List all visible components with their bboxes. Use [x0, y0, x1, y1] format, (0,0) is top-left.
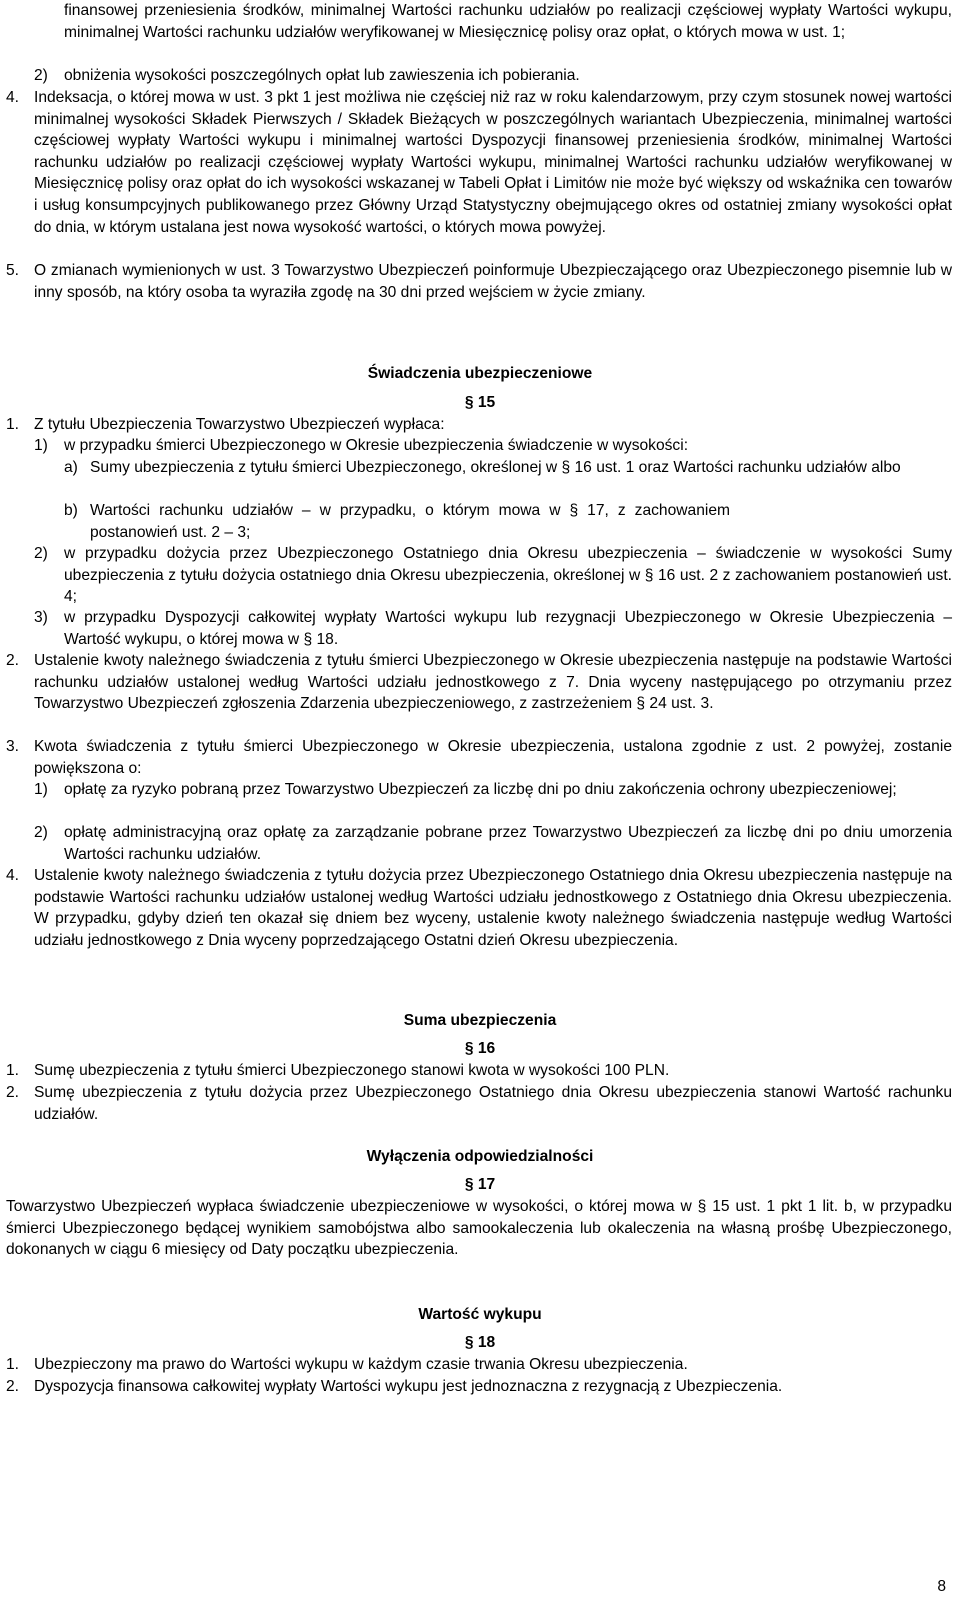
paragraph-2 [6, 1082, 952, 1125]
paragraph-number: 3. [6, 738, 20, 755]
list-text: Wartości rachunku udziałów – w przypadku, o którym mowa w § 17, z zachowaniem postanowień ust. 2 – 3; [90, 502, 730, 541]
list-number: 2) [34, 824, 48, 841]
paragraph-1 [6, 1060, 952, 1082]
list-number: 2) [34, 67, 48, 84]
sub-list-item [64, 500, 952, 543]
list-text: w przypadku Dyspozycji całkowitej wypłaty Wartości wykupu lub rezygnacji Ubezpieczonego w Okresie Ubezpieczenia – Wartość wykupu, o której mowa w § 18. [64, 609, 952, 648]
list-item [34, 822, 952, 865]
list-number: 1) [34, 781, 48, 798]
paragraph-text: Ustalenie kwoty należnego świadczenia z tytułu dożycia przez Ubezpieczonego Ostatniego dnia Okresu ubezpieczenia następuje na podstawie Wartości rachunku udziałów ustalonej według Wartości udziału jednostkowego z Ostatniego dnia Okresu ubezpieczenia. W przypadku, gdyby dzień ten okazał się dniem bez wyceny, ustalenie kwoty należnego świadczenia następuje według Wartości udziału jednostkowego z Dnia wyceny poprzedzającego Ostatni dzień Okresu ubezpieczenia. [34, 867, 952, 949]
list-letter: a) [64, 459, 78, 476]
paragraph-2 [6, 650, 952, 715]
paragraph-text: Sumę ubezpieczenia z tytułu dożycia przez Ubezpieczonego Ostatniego dnia Okresu ubezpieczenia stanowi Wartość rachunku udziałów. [34, 1084, 952, 1123]
list-text: opłatę administracyjną oraz opłatę za zarządzanie pobrane przez Towarzystwo Ubezpieczeń za liczbę dni po dniu umorzenia Wartości rachunku udziałów. [64, 824, 952, 863]
list-text: w przypadku dożycia przez Ubezpieczonego Ostatniego dnia Okresu ubezpieczenia – świadczenie w wysokości Sumy ubezpieczenia z tytułu dożycia ostatniego dnia Okresu ubezpieczenia, określonej w § 16 ust. 2 z zachowaniem postanowień ust. 4; [64, 545, 952, 606]
section-number: § 16 [464, 1040, 496, 1057]
continuation-paragraph: finansowej przeniesienia środków, minimalnej Wartości rachunku udziałów po realizacji częściowej wypłaty Wartości wykupu, minimalnej Wartości rachunku udziałów weryfikowanej w Miesięcznicę polisy oraz opłat, o których mowa w ust. 1; [64, 2, 952, 41]
list-item [34, 65, 952, 87]
paragraph-number: 1. [6, 1356, 20, 1373]
section-number: § 17 [464, 1176, 496, 1193]
paragraph-1 [6, 414, 952, 436]
paragraph-number: 2. [6, 652, 20, 669]
paragraph-number: 5. [6, 262, 20, 279]
section-heading: Wartość wykupu [418, 1306, 542, 1323]
paragraph-text: Indeksacja, o której mowa w ust. 3 pkt 1 jest możliwa nie częściej niż raz w roku kalendarzowym, przy czym stosunek nowej wartości minimalnej wysokości Składek Pierwszych / Składek Bieżących w poszczególnych wariantach Ubezpieczenia, minimalnej wartości częściowej wypłaty Wartości wykupu i minimalnej wartości Dyspozycji finansowej przeniesienia środków, minimalnej Wartości rachunku udziałów po realizacji częściowej wypłaty Wartości wykupu, minimalnej Wartości rachunku udziałów weryfikowanej w Miesięcznicę polisy oraz opłat do ich wysokości wskazanej w Tabeli Opłat i Limitów nie może być większy od wskaźnika cen towarów i usług konsumpcyjnych publikowanego przez Główny Urząd Statystyczny obejmującego okres od ostatniej zmiany wysokości opłat do dnia, w którym ustalana jest nowa wysokość wartości, o których mowa powyżej. [34, 89, 952, 236]
list-text: obniżenia wysokości poszczególnych opłat lub zawieszenia ich pobierania. [64, 67, 580, 84]
paragraph-number: 4. [6, 89, 20, 106]
list-number: 1) [34, 437, 48, 454]
paragraph-5 [6, 260, 952, 303]
paragraph-number: 2. [6, 1378, 20, 1395]
paragraph-2 [6, 1376, 952, 1398]
list-item [34, 543, 952, 608]
section-heading: Wyłączenia odpowiedzialności [366, 1148, 594, 1165]
list-number: 3) [34, 609, 48, 626]
paragraph-number: 4. [6, 867, 20, 884]
paragraph-number: 1. [6, 1062, 20, 1079]
page-number: 8 [937, 1578, 946, 1595]
paragraph-text: Ubezpieczony ma prawo do Wartości wykupu w każdym czasie trwania Okresu ubezpieczenia. [34, 1356, 688, 1373]
list-item [34, 607, 952, 650]
paragraph-1 [6, 1354, 952, 1376]
paragraph-3 [6, 736, 952, 779]
list-item [34, 435, 952, 457]
list-item [34, 779, 952, 801]
paragraph-text: Z tytułu Ubezpieczenia Towarzystwo Ubezpieczeń wypłaca: [34, 416, 445, 433]
list-text: opłatę za ryzyko pobraną przez Towarzystwo Ubezpieczeń za liczbę dni po dniu zakończenia ochrony ubezpieczeniowej; [64, 781, 897, 798]
section-number: § 18 [464, 1334, 496, 1351]
paragraph-number: 2. [6, 1084, 20, 1101]
section-heading: Suma ubezpieczenia [403, 1012, 557, 1029]
paragraph-4 [6, 865, 952, 951]
sub-list-item [64, 457, 952, 479]
list-letter: b) [64, 502, 78, 519]
paragraph-number: 1. [6, 416, 20, 433]
list-number: 2) [34, 545, 48, 562]
list-text: Sumy ubezpieczenia z tytułu śmierci Ubezpieczonego, określonej w § 16 ust. 1 oraz Wartości rachunku udziałów albo [90, 459, 901, 476]
paragraph-text: Sumę ubezpieczenia z tytułu śmierci Ubezpieczonego stanowi kwota w wysokości 100 PLN. [34, 1062, 670, 1079]
paragraph-text: Ustalenie kwoty należnego świadczenia z tytułu śmierci Ubezpieczonego w Okresie ubezpieczenia następuje na podstawie Wartości rachunku udziałów ustalonej według Wartości udziału jednostkowego z 7. Dnia wyceny następującego po otrzymaniu przez Towarzystwo Ubezpieczeń zgłoszenia Zdarzenia ubezpieczeniowego, z zastrzeżeniem § 24 ust. 3. [34, 652, 952, 713]
section-number: § 15 [464, 394, 496, 411]
paragraph-text: O zmianach wymienionych w ust. 3 Towarzystwo Ubezpieczeń poinformuje Ubezpieczającego oraz Ubezpieczonego pisemnie lub w inny sposób, na który osoba ta wyraziła zgodę na 30 dni przed wejściem w życie zmiany. [34, 262, 952, 301]
paragraph-4 [6, 87, 952, 238]
paragraph-text: Dyspozycja finansowa całkowitej wypłaty Wartości wykupu jest jednoznaczna z rezygnacją z Ubezpieczenia. [34, 1378, 783, 1395]
paragraph-text: Kwota świadczenia z tytułu śmierci Ubezpieczonego w Okresie ubezpieczenia, ustalona zgodnie z ust. 2 powyżej, zostanie powiększona o: [34, 738, 952, 777]
paragraph-text: Towarzystwo Ubezpieczeń wypłaca świadczenie ubezpieczeniowe w wysokości, o której mowa w § 15 ust. 1 pkt 1 lit. b, w przypadku śmierci Ubezpieczonego będącej wynikiem samobójstwa albo samookaleczenia lub okaleczenia na własną prośbę Ubezpieczonego, dokonanych w ciągu 6 miesięcy od Daty początku ubezpieczenia. [6, 1198, 952, 1259]
list-text: w przypadku śmierci Ubezpieczonego w Okresie ubezpieczenia świadczenie w wysokości: [64, 437, 689, 454]
section-heading: Świadczenia ubezpieczeniowe [367, 365, 593, 382]
